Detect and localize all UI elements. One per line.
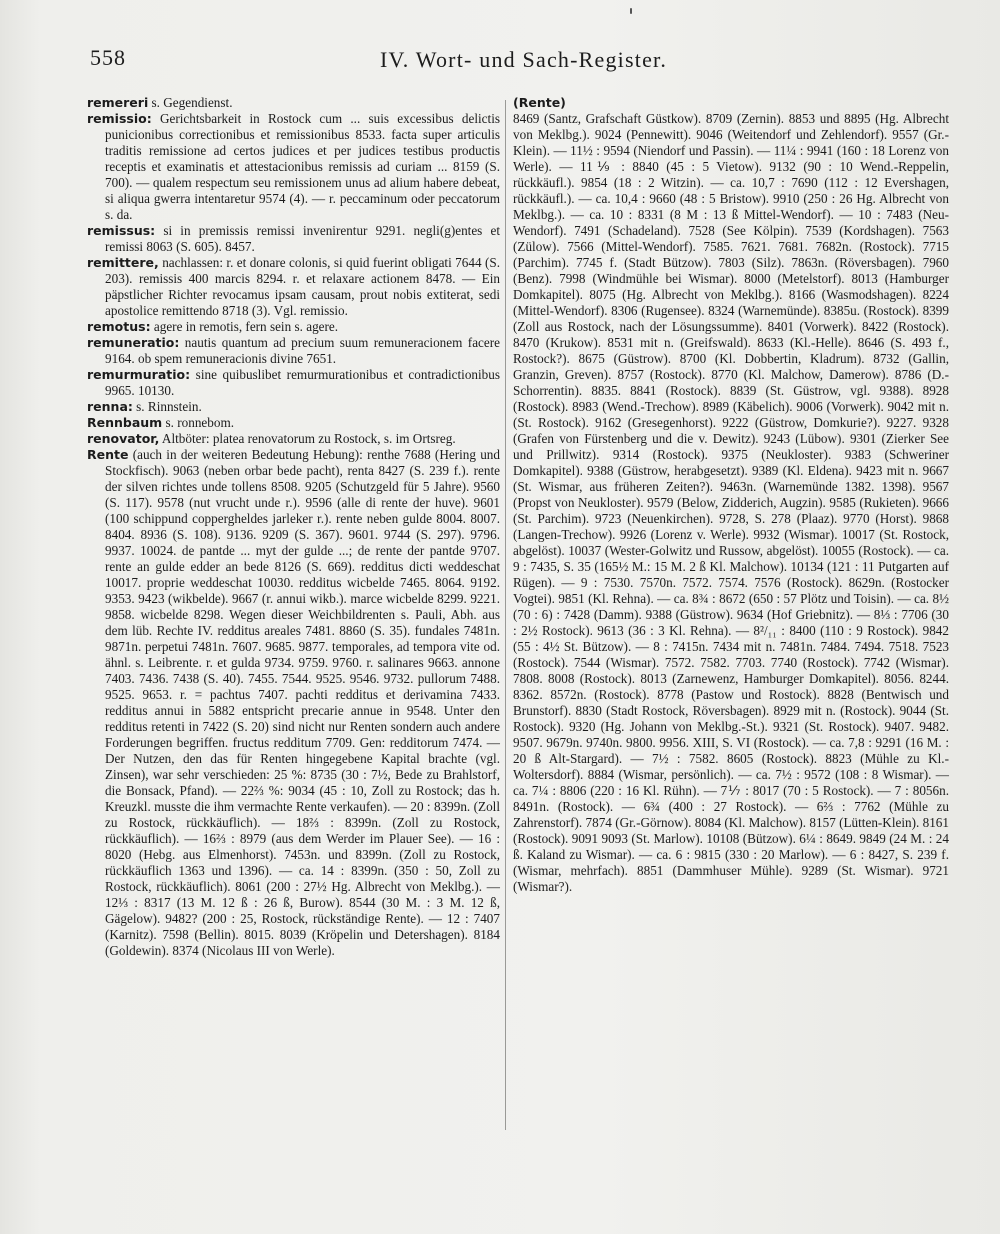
left-column <box>87 95 500 959</box>
register-entry <box>87 447 500 959</box>
entry-text: (auch in der weiteren Bedeutung Hebung): renthe 7688 (Hering und Stockfisch). 9063 (neben orbar bede pacht), renta 8427 (S. 239 f.). rente der silven richtes unde tollens 8508. 9205 (Schutzgeld für 5 Jahre). 9560 (S. 117). 9578 (nut vrucht unde r.). 9596 (alle di rente der huve). 9601 (100 schippund coppergheldes jarleker r.). rente neben gulde 8004. 8007. 8404. 8936 (S. 108). 9136. 9209 (S. 367). 9601. 9744 (S. 297). 9796. 9937. 10024. de pantde ... myt der gulde ...; de rente der pantde 9707. rente an gulde edder an bede 8126 (S. 669). redditus dicti weddeschat 10017. proprie weddeschat 10030. redditus wicbelde 7465. 8064. 9192. 9353. 9423 (wikbelde). 9667 (r. annui wikb.). marce wicbelde 8299. 9221. 9858. wicbelde 8298. Wegen dieser Weichbildrenten s. Pauli, Abh. aus dem lüb. Rechte IV. redditus areales 7481. 8860 (S. 35). fundales 7481n. 9871n. perpetui 7481n. 7607. 9685. 9877. temporales, ad tempora vite od. ähnl. s. Leibrente. r. et gulda 9734. 9759. 9760. r. salinares 9663. annone 7403. 7436. 7438 (S. 40). 7455. 7544. 9525. 9546. 9732. pullorum 7488. 9525. 9653. r. = pachtus 7407. pachti redditus et derivamina 7433. redditus annui in 5882 entspricht precarie annue in 9548. Unter den redditus retenti in 7422 (S. 20) sind nicht nur Renten sondern auch andere Forderungen begriffen. fructus redditum 7709. Gen: redditorum 7474. — Der Nutzen, den das für Renten hingegebene Kapital brachte (vgl. Zinsen), war sehr verschieden: 25 %: 8735 (30 : 7½, Bede zu Brahlstorf, die Bonsack, Pfand). — 22⅔ %: 9034 (45 : 10, Zoll zu Rostock; das h. Kreuzkl. musste die ihm vermachte Rente verkaufen). — 20 : 8399n. (Zoll zu Rostock, rückkäuflich). — 18⅔ : 8399n. (Zoll zu Rostock, rückkäuflich). — 16⅔ : 8979 (aus dem Werder im Plauer See). — 16 : 8020 (Hebg. aus Elmenhorst). 7453n. und 8399n. (Zoll zu Rostock, rückkäuflich 1363 und 1396). — ca. 14 : 8399n. (350 : 50, Zoll zu Rostock, rückkäuflich). 8061 (200 : 27½ Hg. Albrecht von Meklbg.). — 12⅓ : 8317 (13 M. 12 ß : 26 ß, Burow). 8544 (30 M. : 3 M. 12 ß, Gägelow). 9482? (200 : 25, Rostock, rückständige Rente). — 12 : 7407 (Karnitz). 7598 (Bellin). 8015. 8039 (Kröpelin und Detershagen). 8184 (Goldewin). 8374 (Nicolaus III von Werle). <box>105 447 500 958</box>
register-entry <box>87 319 500 335</box>
entry-text: Gerichtsbarkeit in Rostock cum ... suis excessibus delictis punicionibus correctionibus et remissionibus 8533. facta super articulis traditis remissione ad certos judices et per judices testibus productis receptis et examinatis et attestacionibus remissis ad curiam ... 8159 (S. 700). — qualem respectum seu remissionem unus ad alium habere debeat, si aliqua gwerra intentaretur 9574 (4). — r. peccaminum oder peccatorum s. da. <box>105 111 500 222</box>
register-entry <box>87 223 500 255</box>
page-number: 558 <box>90 45 126 70</box>
entry-text: agere in remotis, fern sein s. agere. <box>150 319 339 334</box>
entry-lemma: remotus: <box>87 319 151 334</box>
register-entry <box>87 367 500 399</box>
entry-lemma: Rente <box>87 447 129 462</box>
entry-text: si in premissis remissi invenirentur 9291. negli(g)entes et remissi 8063 (S. 605). 8457. <box>105 223 500 254</box>
register-entry <box>87 255 500 319</box>
continuation-heading: (Rente) <box>513 95 566 110</box>
print-speck <box>630 8 632 14</box>
entry-lemma: remissio: <box>87 111 152 126</box>
entry-lemma: Rennbaum <box>87 415 163 430</box>
continuation-text: 8469 (Santz, Grafschaft Güstkow). 8709 (Zernin). 8853 und 8895 (Hg. Albrecht von Meklbg.). 9024 (Pennewitt). 9046 (Weitendorf und Zehlendorf). 9557 (Gr.-Klein). — 11½ : 9594 (Niendorf und Passin). — 11¼ : 9941 (160 : 18 Lorenz von Werle). — 11⅑ : 8840 (45 : 5 Vietow). 9132 (90 : 10 Wend.-Reppelin, rückkäufl.). 9854 (18 : 2 Witzin). — ca. 10,7 : 7690 (112 : 12 Evershagen, rückkäufl.). — ca. 10,4 : 9660 (48 : 5 Bristow). 9910 (250 : 26 Hg. Albrecht von Meklbg.). — ca. 10 : 8331 (8 M : 13 ß Mittel-Wendorf). — 10 : 7483 (Neu-Wendorf). 7491 (Schadeland). 7528 (See Kölpin). 7539 (Kordshagen). 7563 (Zülow). 7566 (Mittel-Wendorf). 7585. 7621. 7681. 7682n. (Rostock). 7715 (Parchim). 7745 f. (Stadt Bützow). 7803 (Silz). 7863n. (Röversbagen). 7960 (Benz). 7998 (Windmühle bei Wismar). 8000 (Metelstorf). 8013 (Hamburger Domkapitel). 8075 (Hg. Albrecht von Meklbg.). 8166 (Wasmodshagen). 8224 (Mittel-Wendorf). 8306 (Rugensee). 8324 (Warnemünde). 8385u. (Rostock). 8399 (Zoll aus Rostock, nach der Lösungssumme). 8401 (Vorwerk). 8422 (Rostock). 8470 (Krukow). 8531 mit n. (Greifswald). 8633 (Kl.-Helle). 8646 (S. 493 f., Rostock?). 8675 (Güstrow). 8700 (Kl. Dobbertin, Kladrum). 8732 (Gallin, Granzin, Greven). 8757 (Rostock). 8770 (Kl. Malchow, Damerow). 8786 (D.-Schorrentin). 8835. 8841 (Rostock). 8839 (St. Güstrow, vgl. 9388). 8928 (Rostock). 8983 (Wend.-Trechow). 8989 (Käbelich). 9006 (Vorwerk). 9042 mit n. (St. Rostock). 9162 (Gresegenhorst). 9222 (Güstrow, Domkurie?). 9227. 9328 (Grafen von Fürstenberg und die v. Dewitz). 9243 (Lübow). 9301 (Zierker See und Prillwitz). 9314 (Rostock). 9375 (Neukloster). 9383 (Schweriner Domkapitel). 9388 (Güstrow, herabgesetzt). 9389 (Kl. Eldena). 9423 mit n. 9667 (St. Wismar, aus früheren Zeiten?). 9463n. (Warnemünde 1382. 1398). 9567 (Propst von Neukloster). 9579 (Below, Zidderich, Augzin). 9585 (Rukieten). 9666 (St. Parchim). 9723 (Neuenkirchen). 9728, S. 278 (Plaaz). 9770 (Horst). 9868 (Langen-Trechow). 9926 (Lorenz v. Werle). 9932 (Wismar). 10017 (St. Rostock, abgelöst). 10037 (Wester-Golwitz und Russow, abgelöst). 10055 (Rostock). — ca. 9 : 7435, S. 35 (165½ M.: 15 M. 2 ß Kl. Malchow). 10134 (121 : 11 Putgarten auf Rügen). — 9 : 7530. 7570n. 7572. 7574. 7576 (Rostock). 8629n. (Rostocker Vogtei). 9851 (Kl. Rehna). — ca. 8¾ : 8672 (650 : 57 Plötz und Toisin). — ca. 8½ (70 : 6) : 7428 (Damm). 9388 (Güstrow). 9634 (Hof Griebnitz). — 8⅓ : 7706 (30 : 2½ Rostock). 9613 (36 : 3 Kl. Rehna). — 8²/₁₁ : 8400 (110 : 9 Rostock). 9842 (55 : 4½ St. Bützow). — 8 : 7415n. 7434 mit n. 7481n. 7484. 7494. 7518. 7523 (Rostock). 7544 (Wismar). 7572. 7582. 7703. 7740 (Rostock). 7742 (Wismar). 7808. 8008 (Rostock). 8013 (Zarnewenz, Hamburger Domkapitel). 8056. 8244. 8362. 8572n. (Rostock). 8778 (Pastow und Rostock). 8828 (Bentwisch und Brunstorf). 8830 (Stadt Rostock, Röversbagen). 8929 mit n. (Rostock). 9044 (St. Rostock). 9320 (Hg. Johann von Meklbg.-St.). 9321 (St. Rostock). 9407. 9482. 9507. 9679n. 9740n. 9800. 9956. XIII, S. VI (Rostock). — ca. 7,8 : 9291 (16 M. : 20 ß Alt-Stargard). — 7½ : 7582. 8605 (Rostock). 8823 (Mühle zu Kl.-Woltersdorf). 8884 (Wismar, persönlich). — ca. 7½ : 9572 (108 : 8 Wismar). — ca. 7¼ : 8806 (220 : 16 Kl. Rühn). — 7⅐ : 8017 (70 : 5 Rostock). — 7 : 8056n. 8491n. (Rostock). — 6¾ (400 : 27 Rostock). — 6⅔ : 7762 (Mühle zu Zahrenstorf). 7874 (Gr.-Görnow). 8084 (Kl. Malchow). 8157 (Lütten-Klein). 8161 (Rostock). 9091 9093 (St. Marlow). 10108 (Bützow). 6¼ : 8649. 9849 (24 M. : 24 ß. Kaland zu Wismar). — ca. 6 : 9815 (330 : 20 Marlow). — 6 : 8427, S. 239 f. (Wismar, mehrfach). 8851 (Dammhuser Mühle). 9289 (St. Wismar). 9721 (Wismar?). <box>513 111 949 894</box>
running-title: IV. Wort- und Sach-Register. <box>380 47 668 72</box>
entry-text: Altböter: platea renovatorum zu Rostock, s. im Ortsreg. <box>159 431 456 446</box>
entry-text: nautis quantum ad precium suum remuneracionem facere 9164. ob spem remuneracionis divine 7651. <box>105 335 500 366</box>
register-entry <box>87 335 500 367</box>
register-entry <box>87 111 500 223</box>
entry-lemma: remittere, <box>87 255 159 270</box>
register-entry <box>87 415 500 431</box>
entry-lemma: renna: <box>87 399 133 414</box>
register-entry <box>87 431 500 447</box>
entry-lemma: remuneratio: <box>87 335 180 350</box>
entry-text: s. Rinnstein. <box>132 399 202 414</box>
right-column <box>513 95 949 895</box>
entry-text: s. ronnebom. <box>162 415 235 430</box>
entry-text: s. Gegendienst. <box>148 95 233 110</box>
register-entry <box>87 95 500 111</box>
entry-lemma: remissus: <box>87 223 156 238</box>
entry-lemma: renovator, <box>87 431 160 446</box>
entry-lemma: remurmuratio: <box>87 367 191 382</box>
entry-text: sine quibuslibet remurmurationibus et contradictionibus 9965. 10130. <box>105 367 500 398</box>
column-divider <box>505 100 506 1130</box>
entry-lemma: remereri <box>87 95 149 110</box>
entry-text: nachlassen: r. et donare colonis, si quid fuerint obligati 7644 (S. 203). remissis 400 marcis 8294. r. et relaxare actionem 8478. — Ein päpstlicher Richter revocamus ipsam causam, prout nobis extiterat, sedi apostolice remittendo 8718 (3). Vgl. remissio. <box>105 255 500 318</box>
register-entry <box>87 399 500 415</box>
